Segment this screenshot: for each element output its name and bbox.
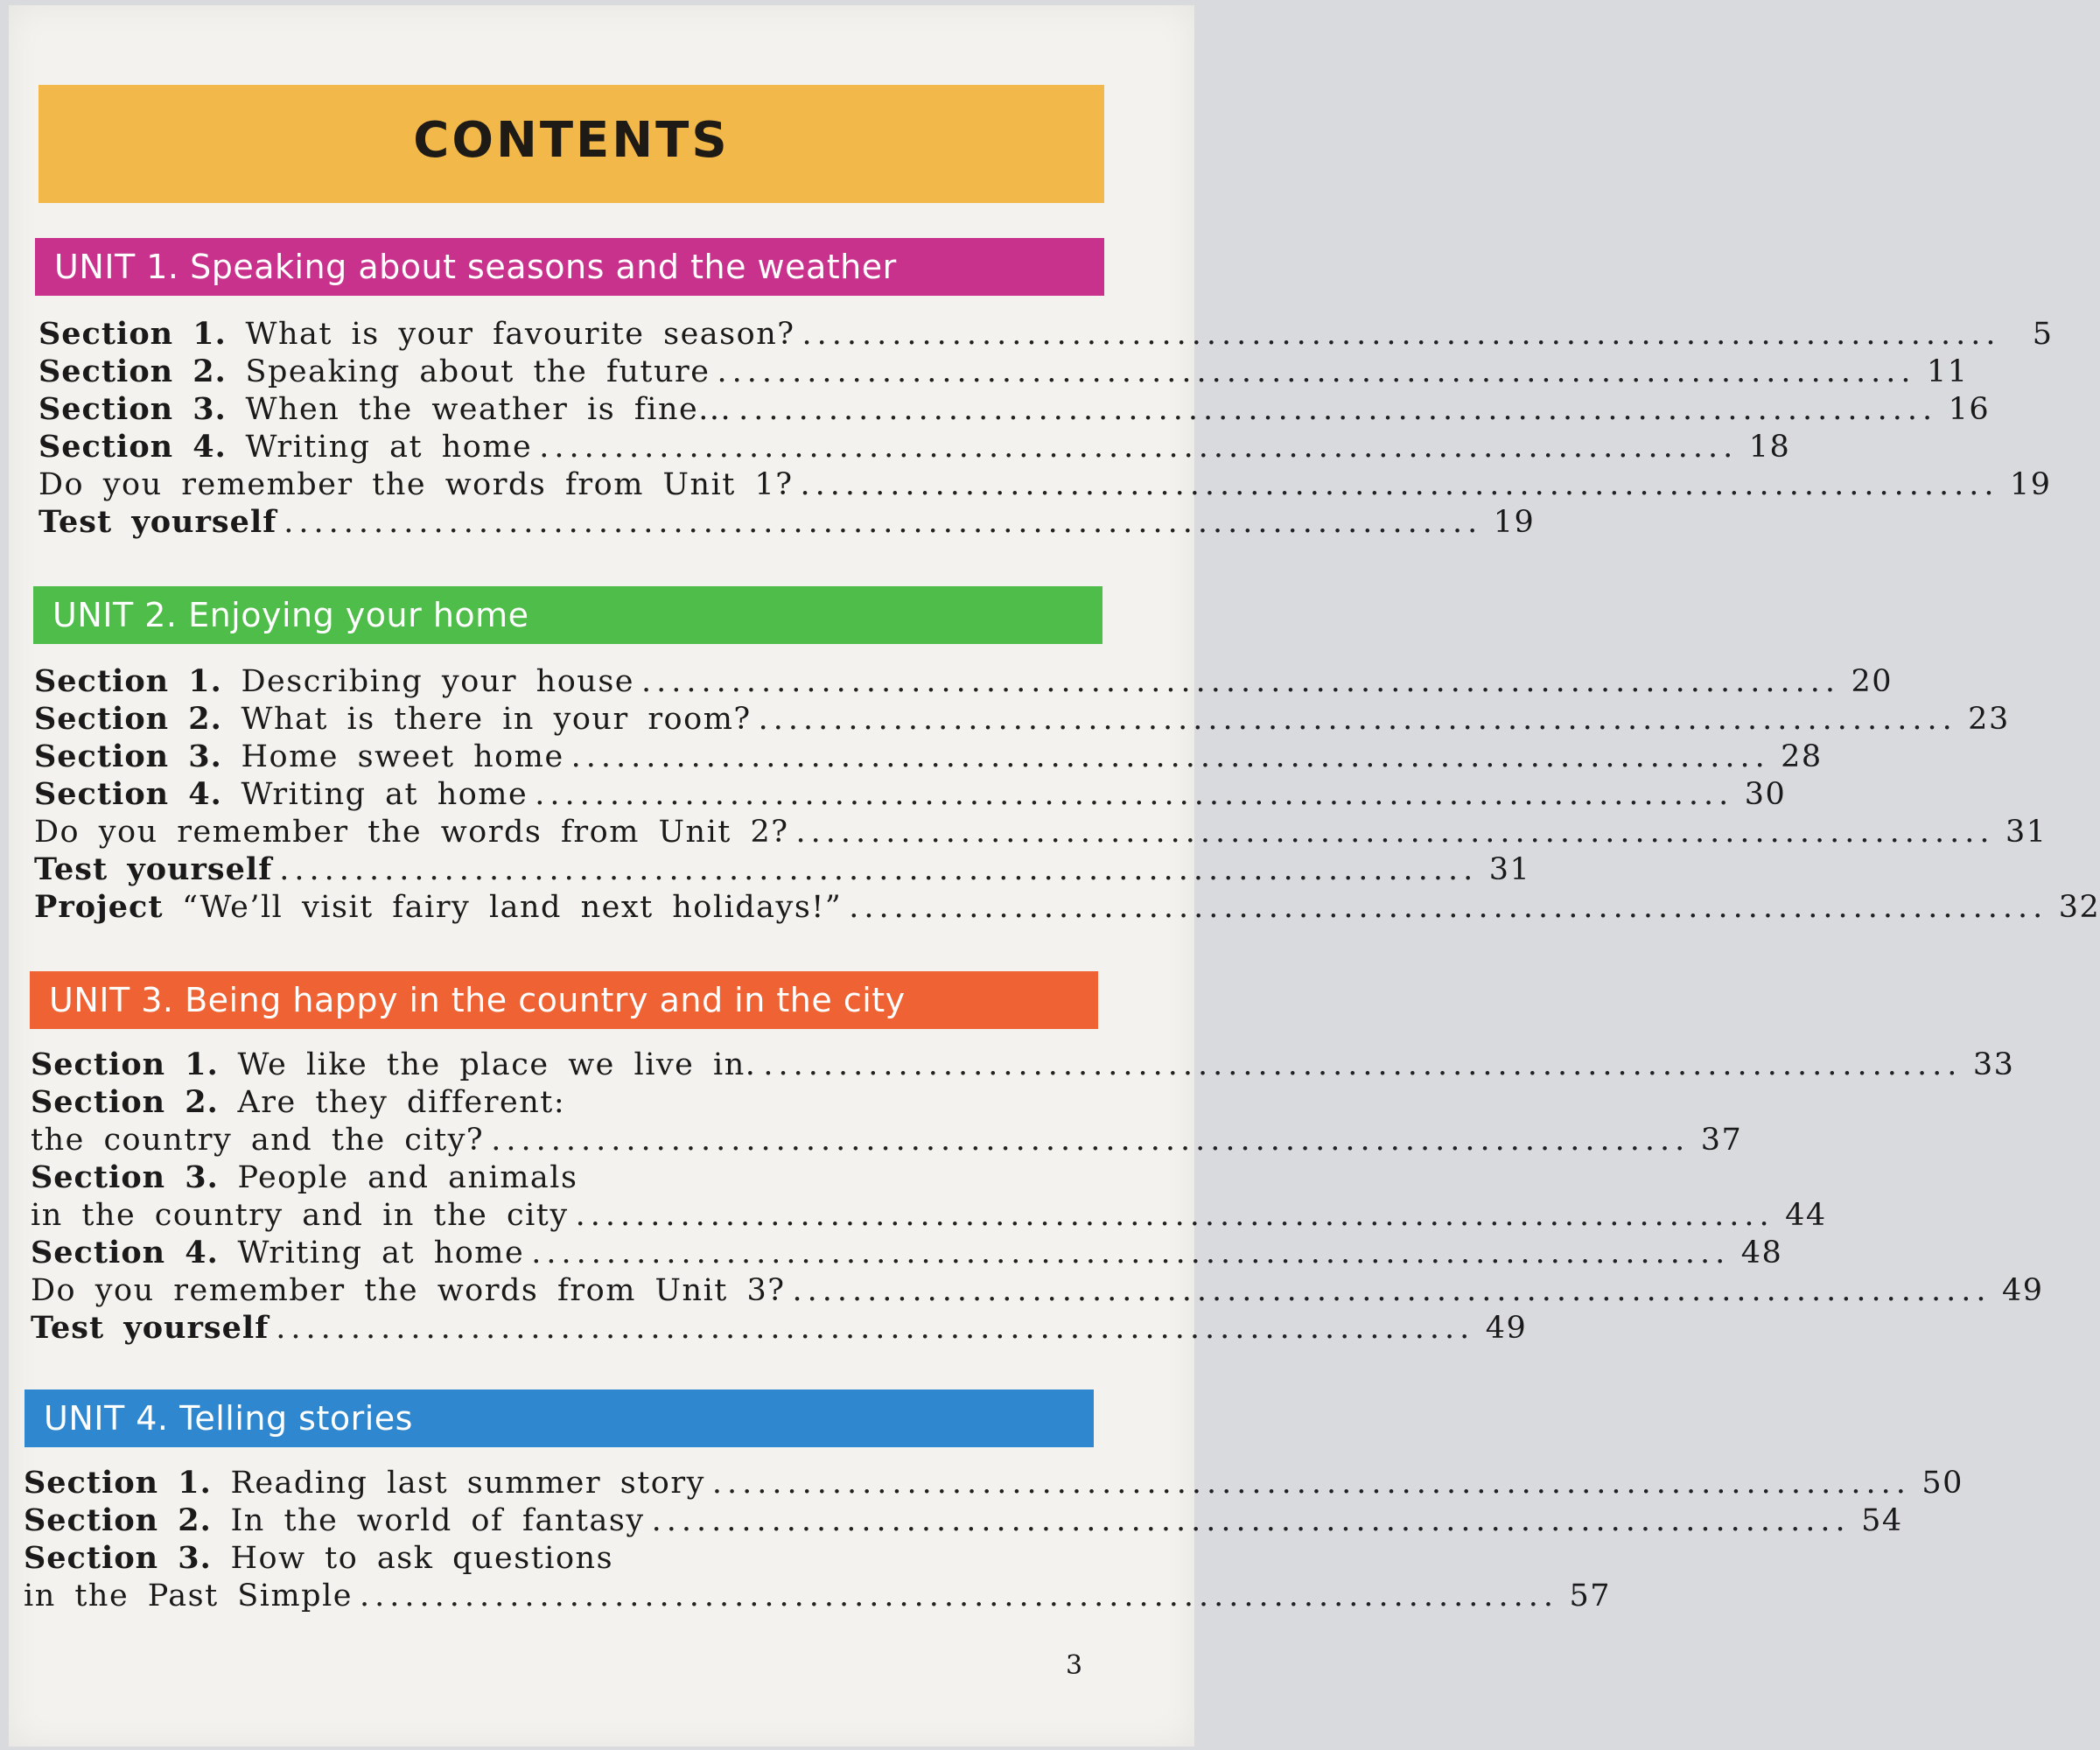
toc-page-number: 54 xyxy=(1861,1503,1903,1538)
toc-entry xyxy=(38,504,1536,542)
toc-entry-prefix: Section 1. xyxy=(38,316,227,352)
toc-page-number: 37 xyxy=(1700,1123,1743,1158)
page-title: CONTENTS xyxy=(413,112,730,169)
contents-title-band xyxy=(38,85,1104,203)
toc-leader-dots: ................................................................................ xyxy=(711,1466,1911,1501)
toc-entry-title: People and animals xyxy=(237,1160,578,1195)
toc-entry-prefix: Section 4. xyxy=(34,776,222,812)
toc-entry xyxy=(38,429,1791,466)
toc-entry-prefix: Section 2. xyxy=(24,1502,212,1538)
toc-entry-label xyxy=(34,888,842,927)
toc-page-number: 20 xyxy=(1851,664,1894,699)
toc-page-number: 19 xyxy=(2010,467,2052,502)
toc-leader-dots: ................................................................................ xyxy=(641,664,1841,699)
unit-3-entries xyxy=(31,1046,2044,1348)
toc-page-number: 33 xyxy=(1972,1047,2015,1082)
toc-entry-title: Home sweet home xyxy=(241,739,564,774)
toc-entry-title: in the Past Simple xyxy=(24,1578,353,1614)
toc-entry-label xyxy=(38,428,532,466)
toc-entry-title: Do you remember the words from Unit 3? xyxy=(31,1273,786,1308)
toc-page-number: 32 xyxy=(2058,890,2100,925)
toc-page-number: 31 xyxy=(2006,815,2048,850)
toc-leader-dots: ................................................................................ xyxy=(800,467,1999,502)
toc-entry-label xyxy=(38,503,276,542)
toc-entry-title: What is there in your room? xyxy=(241,702,752,737)
toc-entry xyxy=(38,466,2052,504)
toc-leader-dots: ................................................................................ xyxy=(570,739,1770,774)
toc-entry xyxy=(31,1084,1098,1122)
toc-entry-label xyxy=(34,850,272,889)
toc-leader-dots: ................................................................................ xyxy=(491,1123,1690,1158)
toc-entry-label xyxy=(24,1464,705,1502)
toc-leader-dots: ................................................................................ xyxy=(359,1578,1559,1614)
toc-entry-title: Do you remember the words from Unit 1? xyxy=(38,467,794,502)
unit-4-heading-band xyxy=(24,1390,1094,1447)
toc-entry-label xyxy=(24,1539,613,1578)
toc-page-number: 44 xyxy=(1785,1198,1827,1233)
toc-entry xyxy=(31,1272,2044,1310)
toc-entry xyxy=(31,1235,1783,1272)
toc-leader-dots: ................................................................................ xyxy=(717,354,1916,389)
toc-leader-dots: ................................................................................ xyxy=(539,430,1739,465)
toc-entry-label xyxy=(38,466,794,504)
toc-entry xyxy=(38,316,2054,354)
toc-entry xyxy=(34,776,1787,814)
toc-entry-title: Writing at home xyxy=(245,430,533,465)
toc-entry-prefix: Test yourself xyxy=(31,1310,270,1346)
book-page xyxy=(9,5,2100,1746)
toc-entry-label xyxy=(31,1234,524,1272)
toc-entry-prefix: Section 4. xyxy=(38,429,227,465)
toc-entry-title: in the country and in the city xyxy=(31,1198,569,1233)
toc-leader-dots: ................................................................................ xyxy=(849,890,2048,925)
toc-page-number: 31 xyxy=(1488,852,1531,887)
toc-entry xyxy=(24,1578,1612,1615)
toc-entry-label xyxy=(34,775,528,814)
toc-entry-label xyxy=(31,1272,786,1310)
toc-entry-title: How to ask questions xyxy=(230,1541,614,1576)
toc-entry-label xyxy=(31,1158,578,1197)
toc-page-number: 30 xyxy=(1744,777,1787,812)
toc-entry-prefix: Section 1. xyxy=(31,1046,219,1082)
toc-entry xyxy=(31,1310,1528,1348)
toc-entry-prefix: Section 2. xyxy=(38,354,227,389)
toc-entry xyxy=(38,354,1969,391)
toc-entry-label xyxy=(31,1122,484,1159)
toc-entry-label xyxy=(34,814,789,851)
toc-page-number: 19 xyxy=(1493,505,1536,540)
unit-1-heading: UNIT 1. Speaking about seasons and the weather xyxy=(54,248,897,286)
toc-page-number: 5 xyxy=(2032,317,2054,352)
toc-entry-prefix: Section 2. xyxy=(31,1084,219,1120)
toc-entry-prefix: Test yourself xyxy=(34,851,273,887)
toc-entry xyxy=(34,701,2010,738)
toc-entry-label xyxy=(31,1046,756,1084)
toc-leader-dots: ................................................................................ xyxy=(792,1273,1992,1308)
toc-entry-prefix: Section 2. xyxy=(34,701,222,737)
toc-entry-label xyxy=(24,1578,353,1615)
toc-leader-dots: ................................................................................ xyxy=(284,505,1483,540)
toc-entry-label xyxy=(34,700,752,738)
page-number: 3 xyxy=(1066,1650,1083,1681)
unit-4-entries xyxy=(24,1465,1964,1615)
toc-entry xyxy=(24,1540,1091,1578)
toc-entry-title: In the world of fantasy xyxy=(230,1503,645,1538)
toc-entry-prefix: Section 3. xyxy=(31,1159,219,1195)
unit-2-heading: UNIT 2. Enjoying your home xyxy=(52,596,529,634)
toc-page-number: 11 xyxy=(1927,354,1969,389)
toc-leader-dots: ................................................................................ xyxy=(651,1503,1851,1538)
toc-leader-dots: ................................................................................ xyxy=(531,1236,1731,1270)
toc-entry-title: We like the place we live in. xyxy=(237,1047,757,1082)
toc-leader-dots: ................................................................................ xyxy=(575,1198,1774,1233)
toc-entry xyxy=(34,889,2100,927)
toc-leader-dots: ................................................................................ xyxy=(763,1047,1963,1082)
toc-entry-label xyxy=(31,1309,269,1348)
toc-entry-prefix: Section 1. xyxy=(34,663,222,699)
unit-3-heading-band xyxy=(30,971,1098,1029)
unit-3-heading: UNIT 3. Being happy in the country and in the city xyxy=(49,981,906,1019)
toc-entry xyxy=(31,1197,1827,1235)
toc-page-number: 28 xyxy=(1781,739,1823,774)
toc-leader-dots: ................................................................................ xyxy=(738,392,1938,427)
unit-2-entries xyxy=(34,663,2100,927)
toc-entry-prefix: Section 3. xyxy=(38,391,227,427)
toc-entry-title: Speaking about the future xyxy=(245,354,710,389)
toc-leader-dots: ................................................................................ xyxy=(535,777,1734,812)
toc-page-number: 48 xyxy=(1740,1236,1783,1270)
toc-entry xyxy=(34,851,1531,889)
toc-entry-label xyxy=(38,390,732,429)
toc-entry-label xyxy=(24,1502,645,1540)
unit-1-heading-band xyxy=(35,238,1104,296)
toc-page-number: 57 xyxy=(1569,1578,1612,1614)
toc-leader-dots: ................................................................................ xyxy=(279,852,1479,887)
toc-entry-title: Are they different: xyxy=(237,1085,566,1120)
toc-entry-title: What is your favourite season? xyxy=(245,317,795,352)
toc-entry-prefix: Section 4. xyxy=(31,1235,219,1270)
toc-entry-title: Do you remember the words from Unit 2? xyxy=(34,815,789,850)
toc-leader-dots: ................................................................................ xyxy=(795,815,1995,850)
toc-entry xyxy=(24,1465,1964,1502)
toc-entry-prefix: Section 1. xyxy=(24,1465,212,1501)
toc-page-number: 16 xyxy=(1948,392,1991,427)
toc-entry-prefix: Test yourself xyxy=(38,504,277,540)
toc-entry-title: Describing your house xyxy=(241,664,634,699)
toc-entry-title: the country and the city? xyxy=(31,1123,485,1158)
toc-leader-dots: ................................................................................ xyxy=(276,1311,1475,1346)
unit-2-heading-band xyxy=(33,586,1102,644)
toc-entry xyxy=(24,1502,1903,1540)
toc-entry-prefix: Section 3. xyxy=(34,738,222,774)
unit-1-entries xyxy=(38,316,2054,542)
toc-entry-label xyxy=(34,662,634,701)
toc-entry-title: Writing at home xyxy=(237,1236,525,1270)
toc-entry-title: When the weather is fine... xyxy=(245,392,732,427)
toc-entry-label xyxy=(34,738,564,776)
toc-entry xyxy=(31,1159,1098,1197)
toc-entry-label xyxy=(31,1083,565,1122)
toc-leader-dots: ................................................................................ xyxy=(802,317,2001,352)
toc-entry-prefix: Section 3. xyxy=(24,1540,212,1576)
toc-entry-label xyxy=(31,1197,569,1235)
toc-entry-prefix: Project xyxy=(34,889,164,925)
toc-leader-dots: ................................................................................ xyxy=(758,702,1957,737)
toc-page-number: 23 xyxy=(1968,702,2010,737)
toc-entry xyxy=(31,1122,1743,1159)
toc-entry-label xyxy=(38,353,710,391)
unit-4-heading: UNIT 4. Telling stories xyxy=(44,1399,413,1438)
toc-entry xyxy=(38,391,1991,429)
toc-page-number: 18 xyxy=(1748,430,1791,465)
toc-page-number: 50 xyxy=(1922,1466,1964,1501)
toc-entry xyxy=(34,814,2048,851)
toc-entry-title: Writing at home xyxy=(241,777,528,812)
toc-entry-label xyxy=(38,315,795,354)
toc-page-number: 49 xyxy=(1485,1311,1528,1346)
toc-entry xyxy=(34,663,1894,701)
toc-entry xyxy=(34,738,1823,776)
toc-entry-title: Reading last summer story xyxy=(230,1466,705,1501)
toc-page-number: 49 xyxy=(2002,1273,2044,1308)
toc-entry-title: “We’ll visit fairy land next holidays!” xyxy=(182,890,843,925)
toc-entry xyxy=(31,1046,2015,1084)
